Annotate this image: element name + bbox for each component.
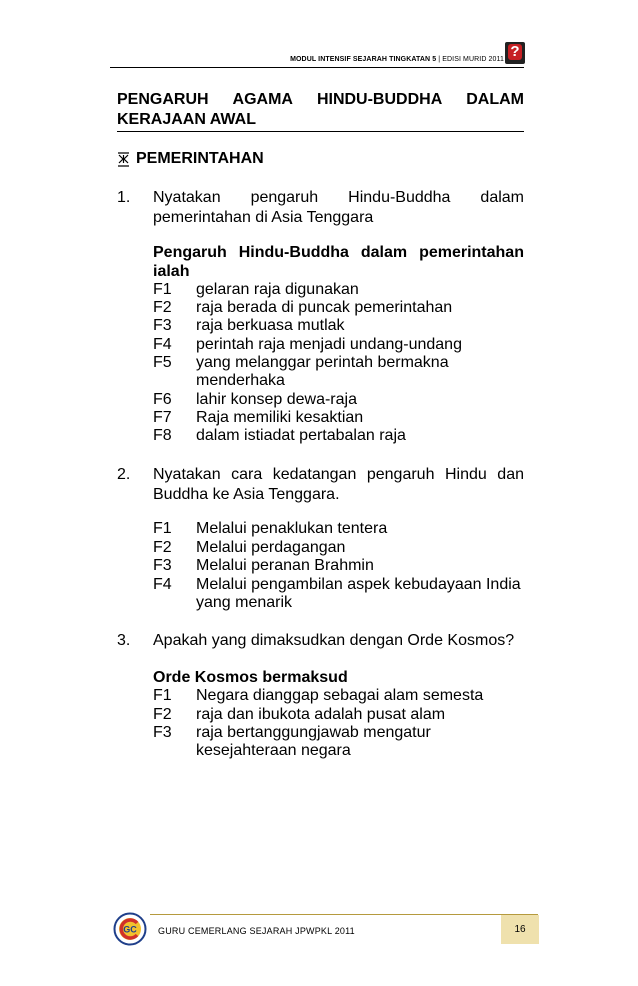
point-text: Melalui pengambilan aspek kebudayaan India bbox=[196, 576, 521, 593]
point-label: F8 bbox=[153, 427, 172, 444]
point-label: F2 bbox=[153, 539, 172, 556]
point-label: F3 bbox=[153, 724, 172, 741]
point-label: F1 bbox=[153, 687, 172, 704]
question-word: Hindu-Buddha bbox=[348, 189, 451, 206]
point-text: yang melanggar perintah bermakna bbox=[196, 354, 449, 371]
title-line-1 bbox=[117, 90, 524, 110]
point-label: F5 bbox=[153, 354, 172, 371]
point-text: yang menarik bbox=[196, 594, 293, 611]
header-text bbox=[250, 56, 504, 63]
question-1-line-2: pemerintahan di Asia Tenggara bbox=[153, 209, 374, 226]
question-word: pengaruh bbox=[366, 466, 435, 483]
title-word: PENGARUH bbox=[117, 91, 209, 108]
section-heading bbox=[117, 150, 264, 168]
point-label: F4 bbox=[153, 336, 172, 353]
point-text: Raja memiliki kesaktian bbox=[196, 409, 364, 426]
question-2-number: 2. bbox=[117, 466, 131, 483]
point-text: raja dan ibukota adalah pusat alam bbox=[196, 706, 446, 723]
answer-title-word: dalam bbox=[360, 244, 408, 261]
point-label: F1 bbox=[153, 520, 172, 537]
page-title bbox=[117, 90, 524, 130]
point-label: F7 bbox=[153, 409, 172, 426]
point-label: F6 bbox=[153, 391, 172, 408]
badge-mark: ? bbox=[510, 43, 520, 60]
question-3-text: Apakah yang dimaksudkan dengan Orde Kosmos? bbox=[153, 632, 515, 649]
module-title: MODUL INTENSIF SEJARAH TINGKATAN 5 bbox=[290, 56, 437, 63]
title-word: HINDU-BUDDHA bbox=[316, 91, 443, 108]
point-text: dalam istiadat pertabalan raja bbox=[196, 427, 406, 444]
question-2-text bbox=[153, 465, 524, 505]
section-bullet-icon bbox=[117, 152, 130, 167]
answer-title-word: Hindu-Buddha bbox=[238, 244, 349, 261]
question-3-number: 3. bbox=[117, 632, 131, 649]
question-word: kedatangan bbox=[272, 466, 357, 483]
question-word: Nyatakan bbox=[153, 189, 221, 206]
point-text: lahir konsep dewa-raja bbox=[196, 391, 357, 408]
answer-1-title-line-2: ialah bbox=[153, 263, 190, 280]
footer-rule bbox=[150, 914, 538, 915]
point-label: F2 bbox=[153, 299, 172, 316]
question-mark-icon bbox=[505, 42, 525, 64]
point-text: Melalui penaklukan tentera bbox=[196, 520, 388, 537]
point-text: raja berada di puncak pemerintahan bbox=[196, 299, 453, 316]
point-text: gelaran raja digunakan bbox=[196, 281, 359, 298]
page-number: 16 bbox=[501, 915, 539, 944]
answer-title-word: pemerintahan bbox=[419, 244, 524, 261]
point-label: F1 bbox=[153, 281, 172, 298]
question-1-text bbox=[153, 188, 524, 228]
guru-cemerlang-logo-icon bbox=[113, 912, 147, 946]
point-text: menderhaka bbox=[196, 372, 285, 389]
point-label: F4 bbox=[153, 576, 172, 593]
answer-1-title bbox=[153, 243, 524, 281]
title-rule bbox=[117, 131, 524, 132]
point-text: kesejahteraan negara bbox=[196, 742, 351, 759]
point-label: F2 bbox=[153, 706, 172, 723]
point-text: raja bertanggungjawab mengatur bbox=[196, 724, 431, 741]
footer-text: GURU CEMERLANG SEJARAH JPWPKL 2011 bbox=[158, 926, 355, 936]
point-label: F3 bbox=[153, 317, 172, 334]
question-word: cara bbox=[231, 466, 263, 483]
point-text: Melalui peranan Brahmin bbox=[196, 557, 374, 574]
point-label: F3 bbox=[153, 557, 172, 574]
title-word: DALAM bbox=[466, 91, 524, 108]
point-text: raja berkuasa mutlak bbox=[196, 317, 345, 334]
question-word: pengaruh bbox=[250, 189, 319, 206]
section-heading-text: PEMERINTAHAN bbox=[136, 150, 264, 167]
point-text: Melalui perdagangan bbox=[196, 539, 346, 556]
point-text: perintah raja menjadi undang-undang bbox=[196, 336, 462, 353]
edition-label: EDISI MURID 2011 bbox=[442, 56, 504, 63]
point-text: Negara dianggap sebagai alam semesta bbox=[196, 687, 484, 704]
logo-letters: GC bbox=[123, 924, 137, 935]
question-2-line-2: Buddha ke Asia Tenggara. bbox=[153, 486, 340, 503]
header-rule bbox=[110, 67, 524, 68]
header-separator: | bbox=[438, 56, 441, 63]
title-line-2: KERAJAAN AWAL bbox=[117, 111, 256, 128]
question-word: Nyatakan bbox=[153, 466, 221, 483]
answer-3-title: Orde Kosmos bermaksud bbox=[153, 669, 348, 686]
question-word: dalam bbox=[480, 189, 524, 206]
question-word: Hindu bbox=[444, 466, 487, 483]
answer-title-word: Pengaruh bbox=[153, 244, 227, 261]
question-word: dan bbox=[497, 466, 524, 483]
question-1-number: 1. bbox=[117, 189, 131, 206]
title-word: AGAMA bbox=[232, 91, 293, 108]
